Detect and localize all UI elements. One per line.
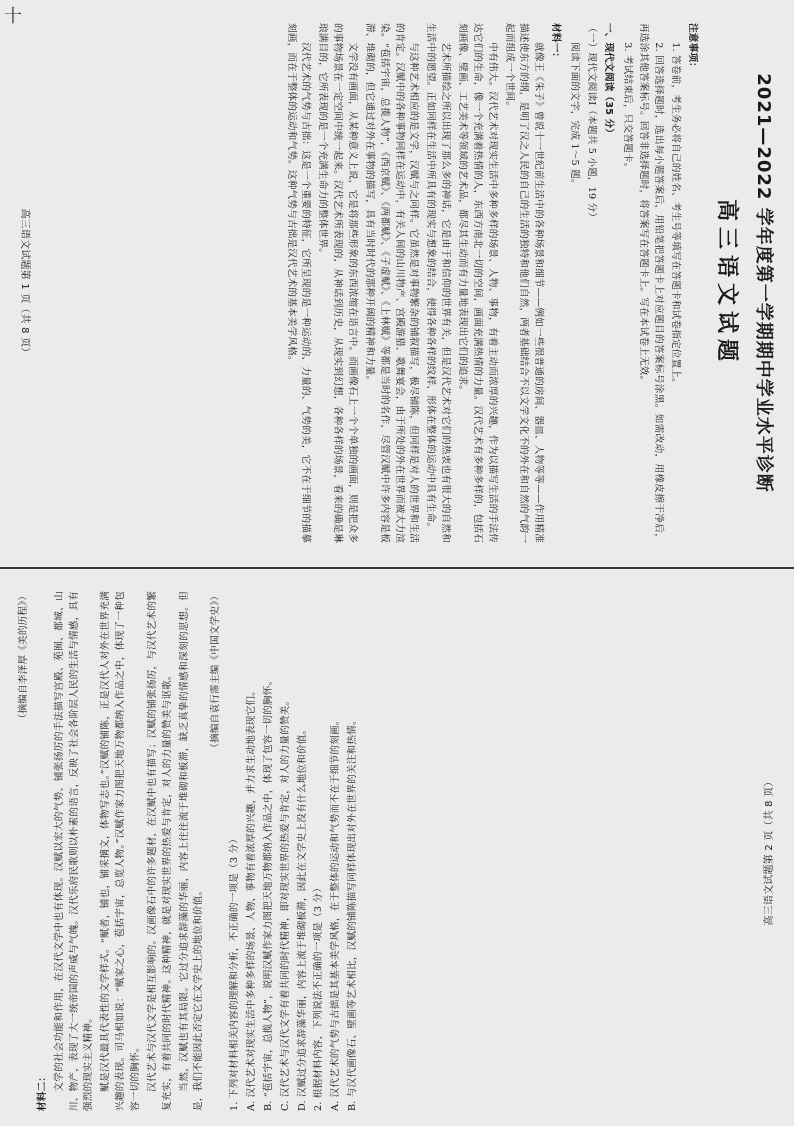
passage-paragraph: 与这种艺术相应的是文学，汉赋与之同样。它虽然是对事物繁杂的铺叙描写，极尽铺陈，但同样是对人的世界和生活的肯定。汉赋中的各种事物同样在运动中，有关人间的山川物产、宫殿游猎、歌舞宴会，由于所处的外在世界而被大力渲染。“苞括宇宙，总揽人物”，《西京赋》、《两都赋》、《子虚赋》、《上林赋》等都是当时的名作，尽管汉赋中许多内容是板滞、堆砌的，但它通过对外在事物的描写，具有当时时代的那种开阔的精神和力量。 [363, 23, 420, 543]
source-citation-2: （摘编自袁行霈主编《中国文学史》） [210, 591, 222, 753]
passage-paragraph: 艺术所描绘之所以出现了那么多的神话，它是由于和信仰的世界有关，但是汉代艺术对它们的热衷也有很大的自然和生活中的愿望。正如同样在生活中所具有的现实与想象的结合，使得各种各样的纹样、形体在整体的运动中具有生命。 [425, 23, 452, 543]
material-1-label: 材料一： [550, 23, 562, 63]
notice-heading: 注意事项： [687, 23, 699, 72]
passage-paragraph: 汉代艺术的气势与古拙：这是一个重要的特征，它所呈现的是一种运动的、力量的、气势的美，它不在于细节的描摹刻画，而在于整体的运动和气势。这种气势与古拙是汉代艺术的基本美学风格。 [285, 23, 312, 543]
section-1a-heading: （一）现代文阅读Ⅰ（本题共 5 小题，19 分） [585, 23, 597, 223]
page-2-footer: 高三语文试题第 2 页（共 8 页） [763, 776, 775, 926]
material-2-label: 材料二： [36, 1071, 48, 1111]
passage-paragraph: 就像王《朱子》曾说十一世纪前生活中的各种场景和细节——例如一些很普通的房间、器皿、人物等等——作用精准描述使东方的纲，是明了汉之人民的自己的生活的独特和他们自然，两者基础结合不以文学文化不的外在和自然的气韵一起而组成一个世间。 [503, 23, 545, 543]
passage-paragraph: 文学没有画面，从某种意义上说，它是将那些形象的东西浓缩在语言中。而画像石上一个个单独的画面，则是把众多的事物场景在一定空间中统一起来。汉代艺术所表现的，从神话到历史，从现实到幻想，各种各样的场景，看来的确是琳琅满目的，它所表现的是一个充满生命力的整体世界。 [317, 23, 358, 543]
question-option: A. 汉代艺术对现实生活中多种多样的场景、人物、事物有着浓厚的兴趣，并力求生动地表现它们。 [246, 686, 258, 1111]
page-2-content [17, 591, 777, 1111]
source-citation-1: （摘编自李泽厚《美的历程》） [18, 591, 29, 724]
reading-instruction: 阅读下面的文字，完成 1～5 题。 [569, 42, 580, 189]
question-option: A. 汉代艺术的气势与古拙是其基本美学风格，在于整体的运动和气势而不在于细节的刻画。 [330, 715, 342, 1111]
question-stem: 2. 根据材料内容，下列说法不正确的一项是（3 分） [313, 882, 325, 1111]
question-option: B. “苞括宇宙，总揽人物”，说明汉赋作家力图把天地万物都纳入作品之中，体现了包容一切的胸怀。 [262, 675, 274, 1111]
question-option: B. 与汉代画像石、壁画等艺术相比，汉赋的铺陈描写同样体现出对外在世界的关注和热情。 [347, 715, 359, 1111]
page-divider [0, 567, 794, 569]
notice-3: 3. 考试结束后，只交答题卡。 [621, 42, 633, 173]
question-option: C. 汉代艺术与汉代文学有着共同的时代精神，即对现实世界的热爱与肯定，对人的力量的赞美。 [279, 695, 291, 1111]
notice-1: 1. 答卷前，考生务必将自己的姓名、考生号等填写在答题卡和试卷指定位置上。 [670, 42, 682, 388]
notice-2: 2. 回答选择题时，选出每小题答案后，用铅笔把答题卡上对应题目的答案标号涂黑。如需改动，用橡皮擦干净后，再选涂其他答案标号。回答非选择题时，将答案写在答题卡上。写在本试卷上无效。 [638, 23, 665, 543]
exam-subtitle: 高三语文试题 [714, 198, 740, 367]
passage-paragraph: 文学的社会功能和作用，在汉代文学中也有体现。汉赋以宏大的气势、铺张扬厉的手法描写宫殿、苑囿、都城、山川、物产，表现了大一统帝国的声威与气魄。汉代乐府民歌则以朴素的语言，反映了社会各阶层人民的生活与情感，具有强烈的现实主义精神。 [53, 591, 95, 1111]
passage-paragraph: 赋是汉代最具代表性的文学样式。“赋者，铺也，铺采摛文，体物写志也。”汉赋的铺陈，正是汉代人对外在世界充满兴趣的表现。司马相如说：“赋家之心，苞括宇宙，总览人物。”汉赋作家力图把天地万物都纳入作品之中，体现了一种包容一切的胸怀。 [100, 591, 142, 1111]
passage-paragraph: 当然，汉赋也有其局限。它过分追求辞藻的华丽，内容上往往流于堆砌和板滞，缺乏真挚的情感和深刻的思想。但是，我们不能因此否定它在文学史上的地位和价值。 [178, 591, 205, 1111]
passage-paragraph: 中有伟大。汉代艺术对现实生活中多种多样的场景、人物、事物，有着主动而浓厚的兴趣，作为以描写生活的手法传达它们的生命，像一个充满着热情的人，东西方南北一切的空间，画面充满热情的力量。汉代艺术有多种多样的，包括石刻画像、壁画、工艺美术等领域的艺术品，都尽其生动而有力量地表现出它们的追求。 [456, 23, 498, 543]
page-1 [0, 8, 794, 558]
section-1-heading: 一、现代文阅读（35 分） [602, 23, 614, 139]
page-1-footer: 高三语文试题第 1 页（共 8 页） [19, 208, 31, 358]
page-2 [0, 576, 794, 1126]
question-stem: 1. 下列对材料相关内容的理解和分析，不正确的一项是（3 分） [229, 834, 241, 1111]
exam-title: 2021—2022 学年度第一学期期中学业水平诊断 [753, 73, 774, 493]
page-1-content [17, 23, 777, 543]
question-option: D. 汉赋过分追求辞藻华丽，内容上流于堆砌板滞，因此在文学史上没有什么地位和价值。 [296, 724, 308, 1111]
margin-mark: 十 [4, 6, 22, 27]
passage-paragraph: 汉代艺术与汉代文学是相互影响的。汉画像石中的许多题材，在汉赋中也有描写；汉赋的铺张扬厉，与汉代艺术的繁复充实，有着共同的时代精神。这种精神，就是对现实世界的热爱与肯定，对人的力量的赞美与讴歌。 [146, 591, 173, 1111]
